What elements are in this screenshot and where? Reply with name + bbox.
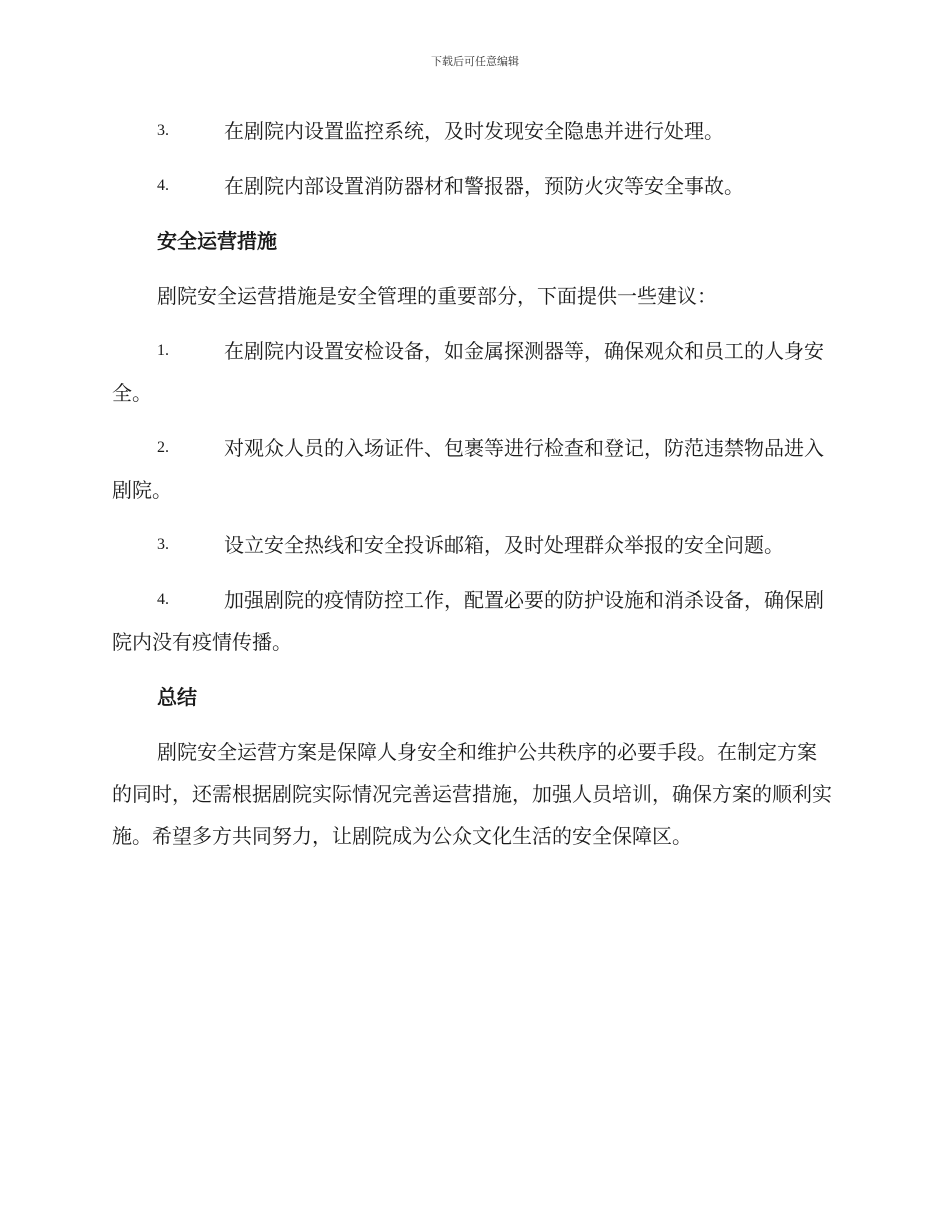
- list-number: 1.: [157, 342, 169, 359]
- list-item-text: 加强剧院的疫情防控工作，配置必要的防护设施和消杀设备，确保剧院内没有疫情传播。: [112, 588, 824, 654]
- list-item-text: 对观众人员的入场证件、包裹等进行检查和登记，防范违禁物品进入剧院。: [112, 436, 824, 502]
- list-number: 3.: [157, 536, 169, 553]
- list-item: [112, 579, 834, 663]
- list-item: [112, 427, 834, 511]
- summary-paragraph: 剧院安全运营方案是保障人身安全和维护公共秩序的必要手段。在制定方案的同时，还需根据剧院实际情况完善运营措施，加强人员培训，确保方案的顺利实施。希望多方共同努力，让剧院成为公众文化生活的安全保障区。: [112, 740, 832, 848]
- section-heading-operations: 安全运营措施: [157, 229, 277, 253]
- document-body: [112, 110, 834, 870]
- list-item-text: 在剧院内部设置消防器材和警报器，预防火灾等安全事故。: [224, 174, 744, 198]
- list-item-text: 在剧院内设置监控系统，及时发现安全隐患并进行处理。: [224, 119, 724, 143]
- list-number: 3.: [157, 122, 169, 139]
- list-number: 2.: [157, 439, 169, 456]
- section-heading-summary: 总结: [157, 685, 197, 709]
- list-item: [112, 165, 834, 207]
- page-header: 下载后可任意编辑: [431, 55, 519, 68]
- list-item: [112, 330, 834, 414]
- list-item: [112, 524, 834, 566]
- list-item-text: 设立安全热线和安全投诉邮箱，及时处理群众举报的安全问题。: [224, 533, 784, 557]
- list-number: 4.: [157, 177, 169, 194]
- section-intro-paragraph: 剧院安全运营措施是安全管理的重要部分，下面提供一些建议：: [157, 284, 717, 308]
- list-number: 4.: [157, 591, 169, 608]
- list-item-text: 在剧院内设置安检设备，如金属探测器等，确保观众和员工的人身安全。: [112, 339, 824, 405]
- list-item: [112, 110, 834, 152]
